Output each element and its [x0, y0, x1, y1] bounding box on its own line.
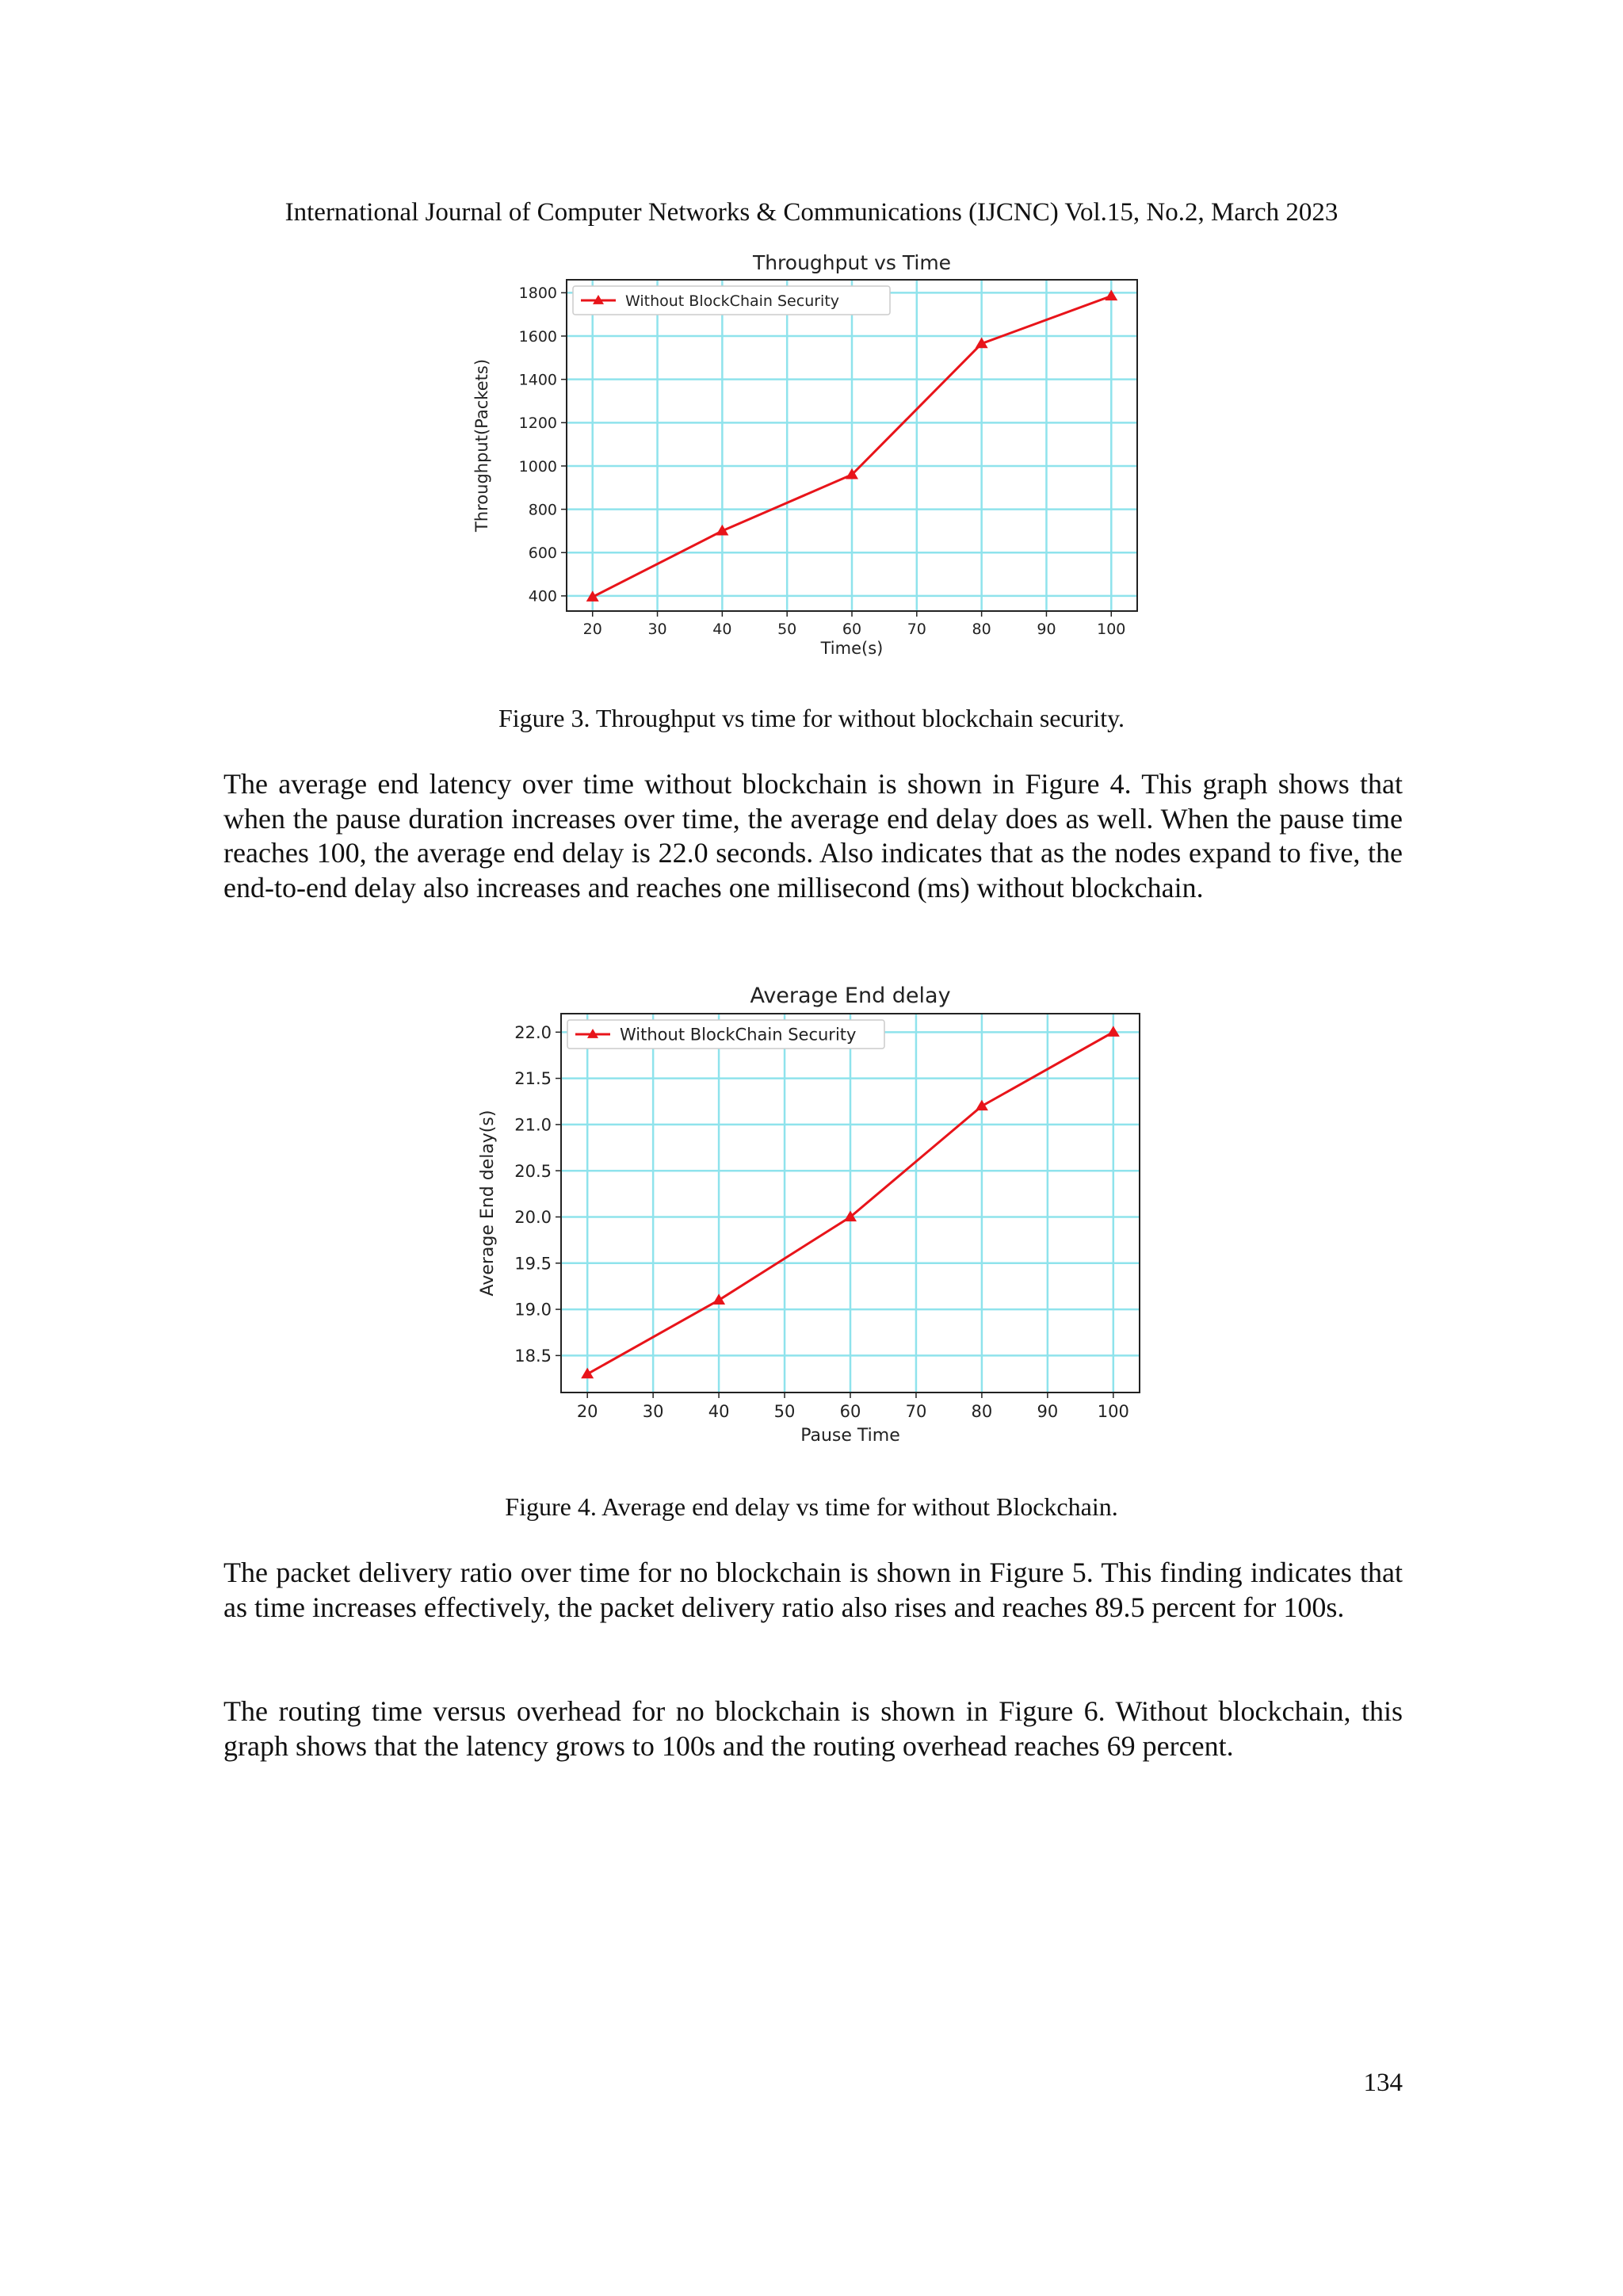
chart-title: Throughput vs Time — [752, 251, 952, 274]
y-tick-label: 800 — [528, 501, 557, 519]
figure4-caption: Figure 4. Average end delay vs time for without Blockchain. — [505, 1492, 1118, 1521]
x-tick-label: 100 — [1097, 1402, 1129, 1421]
journal-header: International Journal of Computer Networks & Communications (IJCNC) Vol.15, No.2, March 2023 — [285, 198, 1338, 227]
x-tick-label: 70 — [907, 621, 926, 638]
paragraph-2: The packet delivery ratio over time for no blockchain is shown in Figure 5. This finding indicates that as time increases effectively, the packet delivery ratio also rises and reaches 89.5 percent for 100s. — [223, 1557, 1403, 1623]
x-tick-label: 20 — [576, 1402, 598, 1421]
y-axis-label: Throughput(Packets) — [472, 358, 491, 533]
y-tick-label: 20.5 — [514, 1161, 552, 1181]
y-tick-label: 22.0 — [514, 1022, 552, 1042]
end-delay-chart — [460, 976, 1173, 1452]
figure3-caption: Figure 3. Throughput vs time for without blockchain security. — [498, 704, 1125, 732]
x-tick-label: 40 — [708, 1402, 730, 1421]
x-tick-label: 80 — [972, 621, 991, 638]
chart-title: Average End delay — [750, 984, 951, 1008]
y-tick-label: 600 — [528, 544, 557, 563]
paragraph-3: The routing time versus overhead for no blockchain is shown in Figure 6. Without blockchain, this graph shows that the latency grows to 100s and the routing overhead reaches 69 percent. — [223, 1695, 1403, 1762]
y-tick-label: 400 — [528, 587, 557, 606]
x-tick-label: 70 — [905, 1402, 927, 1421]
x-tick-label: 90 — [1037, 1402, 1059, 1421]
x-tick-label: 30 — [642, 1402, 664, 1421]
x-tick-label: 100 — [1097, 621, 1126, 638]
x-tick-label: 90 — [1037, 621, 1056, 638]
y-tick-label: 1200 — [518, 415, 557, 433]
y-tick-label: 19.5 — [514, 1254, 552, 1274]
x-tick-label: 80 — [971, 1402, 993, 1421]
legend-label: Without BlockChain Security — [625, 292, 840, 310]
y-tick-label: 21.5 — [514, 1069, 552, 1089]
x-tick-label: 50 — [773, 1402, 796, 1421]
x-tick-label: 50 — [777, 621, 797, 638]
y-tick-label: 21.0 — [514, 1115, 552, 1135]
x-tick-label: 40 — [712, 621, 732, 638]
y-axis-label: Average End delay(s) — [478, 1110, 498, 1297]
x-axis-label: Pause Time — [800, 1426, 900, 1446]
page-number: 134 — [1363, 2069, 1403, 2097]
y-tick-label: 19.0 — [514, 1300, 552, 1320]
y-tick-label: 20.0 — [514, 1208, 552, 1228]
x-tick-label: 30 — [647, 621, 667, 638]
y-tick-label: 1600 — [518, 327, 557, 346]
paragraph-1: The average end latency over time without blockchain is shown in Figure 4. This graph shows that when the pause duration increases over time, the average end delay does as well. When the pause time reaches 100, the average end delay is 22.0 seconds. Also indicates that as the nodes expand to five, the end-to-end delay also increases and reaches one millisecond (ms) without blockchain. — [223, 768, 1403, 904]
x-tick-label: 20 — [582, 621, 602, 638]
x-axis-label: Time(s) — [820, 639, 884, 658]
x-tick-label: 60 — [839, 1402, 861, 1421]
throughput-chart — [460, 246, 1173, 666]
y-tick-label: 1800 — [518, 285, 557, 303]
legend-label: Without BlockChain Security — [620, 1025, 857, 1045]
y-tick-label: 1000 — [518, 457, 557, 476]
y-tick-label: 18.5 — [514, 1346, 552, 1366]
x-tick-label: 60 — [842, 621, 862, 638]
y-tick-label: 1400 — [518, 371, 557, 389]
